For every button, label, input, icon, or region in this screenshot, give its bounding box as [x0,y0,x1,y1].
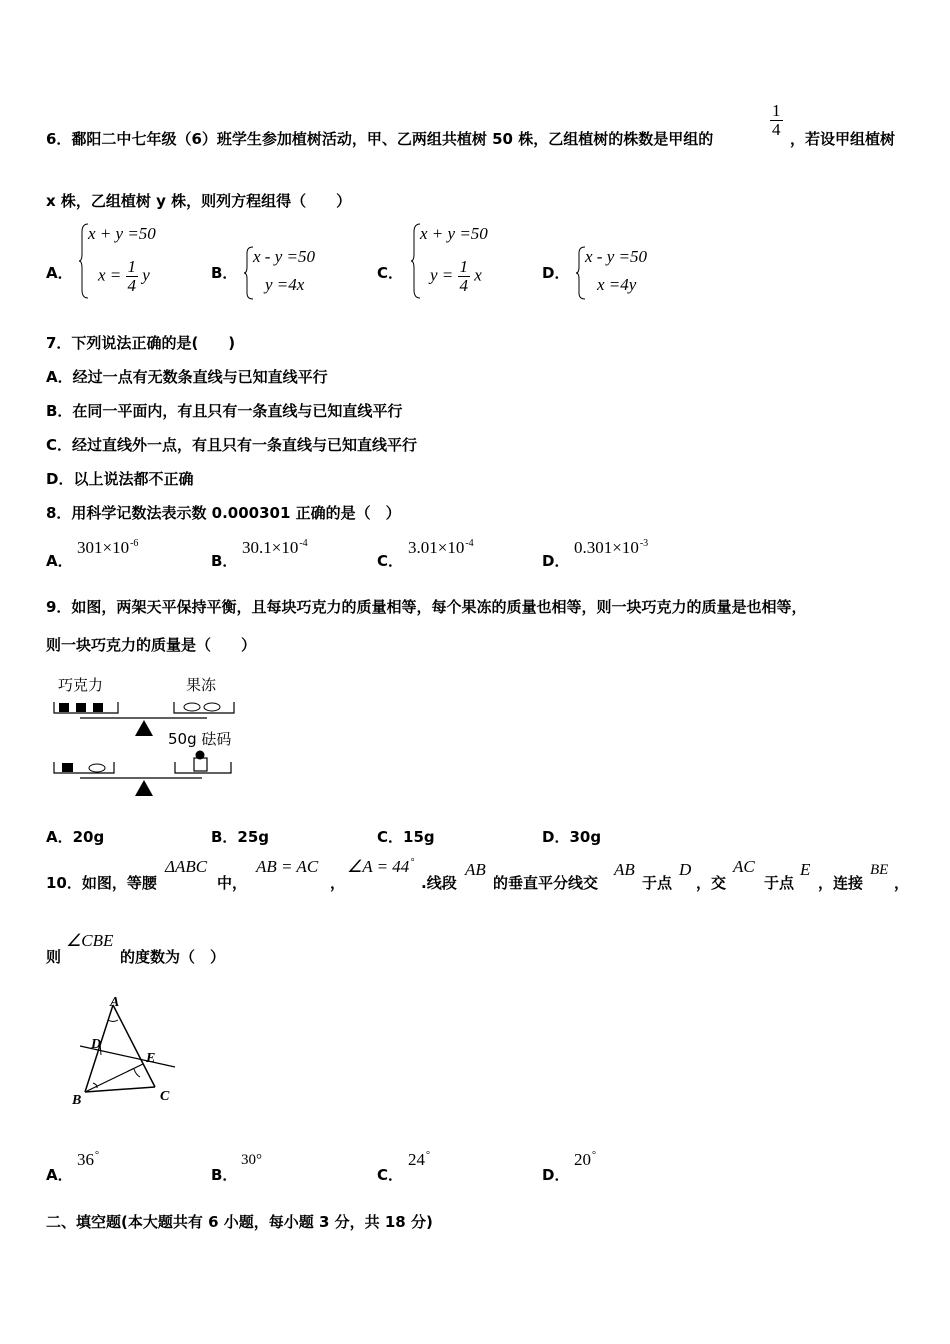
q6-option-d-system: x - y =50 x =4y [575,245,685,301]
q10-option-b-value: 30° [241,1152,262,1168]
q10-line2-text-2: 的度数为（ ） [120,948,226,966]
q10-math-triangle: ΔABC [165,857,208,876]
q10-math-angle-cbe: ∠CBE [66,931,114,950]
q6-stem-line1-end: ，若设甲组植树 [790,130,896,148]
q10-text-8: 于点 [764,874,795,892]
q10-math-ac: AC [733,857,755,876]
triangle-diagram [70,995,190,1110]
q10-label-a: A [110,995,120,1010]
q10-text-3: ， [330,874,346,892]
q10-label-c: C [160,1089,170,1104]
q8-option-c-label: C． [377,552,404,570]
q10-label-e: E [146,1051,156,1066]
q9-balance-figure [50,672,245,802]
q6-fraction: $\frac{1}{4}$ [772,101,781,139]
q10-math-d: D [679,860,692,879]
q7-option-d: D．以上说法都不正确 [46,470,194,488]
q10-math-ab-1: AB [465,860,486,879]
q10-line2-text-1: 则 [46,948,62,966]
q10-text-4: .线段 [421,874,457,892]
q8-option-c-value: $3.01\times 10^{-4}$ [408,538,474,557]
q6-option-b-label: B． [211,264,238,282]
q10-math-ab-2: AB [614,860,635,879]
q9-label-chocolate: 巧克力 [58,676,104,694]
q6-option-c-system: x + y =50 y = $\frac{1}{4}$ x [410,222,520,302]
q8-option-b-value: $30.1\times 10^{-4}$ [242,538,308,557]
q9-label-jelly: 果冻 [186,676,217,694]
q10-triangle-figure [70,995,190,1110]
q10-text-7: ，交 [696,874,727,892]
q10-math-ab-ac: AB = AC [256,857,319,876]
q7-option-a: A．经过一点有无数条直线与已知直线平行 [46,368,328,386]
q8-option-d-label: D． [542,552,570,570]
q8-stem: 8．用科学记数法表示数 0.000301 正确的是（ ） [46,504,401,522]
q10-text-2: 中， [217,874,248,892]
section-2-heading: 二、填空题(本大题共有 6 小题，每小题 3 分，共 18 分) [46,1213,433,1231]
q10-math-e: E [800,860,811,879]
q10-text-5: 的垂直平分线交 [493,874,599,892]
q10-text-6: 于点 [642,874,673,892]
q7-option-c: C．经过直线外一点，有且只有一条直线与已知直线平行 [46,436,418,454]
q10-option-d-label: D． [542,1166,570,1184]
q8-option-b-label: B． [211,552,238,570]
q10-option-a-value: 36° [77,1150,99,1169]
q7-option-b: B．在同一平面内，有且只有一条直线与已知直线平行 [46,402,403,420]
q10-option-c-value: 24° [408,1150,430,1169]
q9-option-a: A．20g [46,828,105,846]
q9-stem-line2: 则一块巧克力的质量是（ ） [46,636,257,654]
q10-option-c-label: C． [377,1166,404,1184]
q6-stem-line2: x 株，乙组植树 y 株，则列方程组得（ ） [46,192,352,210]
q6-option-b-system: x - y =50 y =4x [243,245,353,301]
q9-option-b: B．25g [211,828,270,846]
q10-option-b-label: B． [211,1166,238,1184]
q9-stem-line1: 9．如图，两架天平保持平衡，且每块巧克力的质量相等，每个果冻的质量也相等，则一块巧克力的质量是也相等， [46,598,807,616]
q6-option-d-label: D． [542,264,570,282]
q6-option-c-label: C． [377,264,404,282]
q8-option-d-value: $0.301\times 10^{-3}$ [574,538,649,557]
q10-math-angle-a: ∠A = 44° [347,857,415,876]
q10-math-be: BE [870,862,889,878]
q6-option-a-label: A． [46,264,73,282]
q10-label-b: B [72,1093,82,1108]
q10-text-10: ， [894,874,910,892]
q10-text-1: 10．如图，等腰 [46,874,157,892]
q8-option-a-value: $301\times 10^{-6}$ [77,538,139,557]
q6-stem-line1: 6．鄱阳二中七年级（6）班学生参加植树活动，甲、乙两组共植树 50 株，乙组植树的株数是甲组的 [46,130,714,148]
q10-label-d: D [91,1037,102,1052]
q8-option-a-label: A． [46,552,73,570]
q10-option-d-value: 20° [574,1150,596,1169]
q9-label-weight: 50g 砝码 [168,730,232,748]
q7-stem: 7．下列说法正确的是( ) [46,334,236,352]
q9-option-c: C．15g [377,828,435,846]
q10-text-9: ，连接 [818,874,864,892]
q10-option-a-label: A． [46,1166,73,1184]
q6-option-a-system: x + y =50 x = $\frac{1}{4}$ y [78,222,188,302]
q9-option-d: D．30g [542,828,602,846]
